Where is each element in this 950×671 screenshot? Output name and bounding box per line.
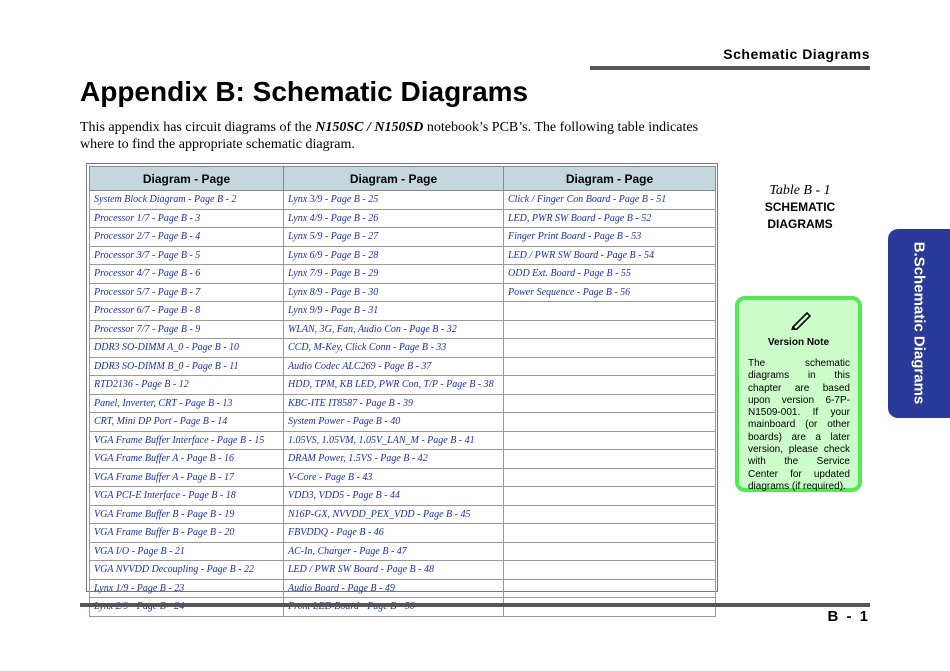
version-note-box [735,296,862,492]
table-row [90,302,716,321]
table-cell[interactable]: KBC-ITE IT8587 - Page B - 39 [284,394,504,413]
table-row [90,431,716,450]
table-row [90,246,716,265]
table-row [90,468,716,487]
running-header: Schematic Diagrams [723,46,870,62]
table-cell [504,320,716,339]
table-cell[interactable]: Processor 3/7 - Page B - 5 [90,246,284,265]
table-row [90,339,716,358]
table-row [90,561,716,580]
table-cell[interactable]: CCD, M-Key, Click Conn - Page B - 33 [284,339,504,358]
table-cell[interactable]: Lynx 9/9 - Page B - 31 [284,302,504,321]
schematic-table-frame [86,163,718,592]
table-header-row [90,167,716,191]
table-cell [504,542,716,561]
column-header: Diagram - Page [284,167,504,191]
table-cell [504,468,716,487]
intro-text-start: This appendix has circuit diagrams of the [80,120,316,135]
table-cell[interactable]: VGA I/O - Page B - 21 [90,542,284,561]
table-cell[interactable]: N16P-GX, NVVDD_PEX_VDD - Page B - 45 [284,505,504,524]
table-cell[interactable]: Processor 1/7 - Page B - 3 [90,209,284,228]
table-cell[interactable]: Lynx 1/9 - Page B - 23 [90,579,284,598]
table-cell [504,561,716,580]
table-cell[interactable]: Lynx 3/9 - Page B - 25 [284,191,504,210]
table-cell[interactable]: VGA Frame Buffer A - Page B - 17 [90,468,284,487]
table-cell[interactable]: LED / PWR SW Board - Page B - 54 [504,246,716,265]
table-cell [504,431,716,450]
table-cell[interactable]: Finger Print Board - Page B - 53 [504,228,716,247]
table-cell[interactable]: Processor 6/7 - Page B - 8 [90,302,284,321]
table-cell[interactable]: Processor 2/7 - Page B - 4 [90,228,284,247]
table-cell [504,579,716,598]
table-row [90,579,716,598]
table-row [90,505,716,524]
table-row [90,228,716,247]
table-cell[interactable]: ODD Ext. Board - Page B - 55 [504,265,716,284]
table-row [90,413,716,432]
table-row [90,320,716,339]
note-text: The schematic diagrams in this chapter are based upon version 6-7P-N1509-001. If your mainboard (or other boards) are a later version, please check with the Service Center for updated diagrams (if required). [748,358,850,492]
table-row [90,283,716,302]
table-cell[interactable]: VGA NVVDD Decoupling - Page B - 22 [90,561,284,580]
pencil-icon [789,310,813,330]
chapter-side-tab[interactable] [888,229,950,418]
table-cell[interactable]: Lynx 6/9 - Page B - 28 [284,246,504,265]
table-cell [504,450,716,469]
table-number: Table B - 1 [769,183,831,198]
table-row [90,394,716,413]
table-cell[interactable]: AC-In, Charger - Page B - 47 [284,542,504,561]
table-cell [504,376,716,395]
product-name: N150SC / N150SD [315,120,424,135]
table-cell[interactable]: DRAM Power, 1.5VS - Page B - 42 [284,450,504,469]
table-cell[interactable]: FBVDDQ - Page B - 46 [284,524,504,543]
table-cell[interactable]: 1.05VS, 1.05VM, 1.05V_LAN_M - Page B - 41 [284,431,504,450]
table-cell[interactable]: Power Sequence - Page B - 56 [504,283,716,302]
table-cell[interactable]: Lynx 5/9 - Page B - 27 [284,228,504,247]
table-row [90,265,716,284]
table-row [90,542,716,561]
table-cell[interactable]: Processor 7/7 - Page B - 9 [90,320,284,339]
table-row [90,524,716,543]
table-cell[interactable]: LED / PWR SW Board - Page B - 48 [284,561,504,580]
table-cell [504,524,716,543]
table-cell[interactable]: VDD3, VDD5 - Page B - 44 [284,487,504,506]
table-row [90,209,716,228]
table-cell[interactable]: VGA Frame Buffer A - Page B - 16 [90,450,284,469]
note-title: Version Note [767,337,830,348]
caption-line: DIAGRAMS [767,217,833,231]
table-cell[interactable]: System Block Diagram - Page B - 2 [90,191,284,210]
table-body [90,191,716,617]
column-header: Diagram - Page [90,167,284,191]
table-cell[interactable]: HDD, TPM, KB LED, PWR Con, T/P - Page B - 38 [284,376,504,395]
table-cell[interactable]: Lynx 7/9 - Page B - 29 [284,265,504,284]
table-cell[interactable]: VGA Frame Buffer B - Page B - 19 [90,505,284,524]
table-row [90,376,716,395]
side-tab-label: B.Schematic Diagrams [910,241,928,405]
table-cell[interactable]: Lynx 8/9 - Page B - 30 [284,283,504,302]
table-cell [504,339,716,358]
footer-rule [80,603,870,607]
table-cell[interactable]: Processor 5/7 - Page B - 7 [90,283,284,302]
table-cell[interactable]: VGA Frame Buffer B - Page B - 20 [90,524,284,543]
page-title: Appendix B: Schematic Diagrams [80,76,529,107]
table-row [90,357,716,376]
table-cell[interactable]: RTD2136 - Page B - 12 [90,376,284,395]
caption-line: SCHEMATIC [764,200,836,214]
table-cell[interactable]: DDR3 SO-DIMM A_0 - Page B - 10 [90,339,284,358]
table-caption [730,183,870,233]
table-cell [504,302,716,321]
column-header: Diagram - Page [504,167,716,191]
intro-text-end: notebook’s PCB’s. The following table indicates where to find the appropriate schematic diagram. [80,120,699,152]
table-cell[interactable]: Panel, Inverter, CRT - Page B - 13 [90,394,284,413]
table-cell [504,394,716,413]
header-rule [590,66,870,70]
table-cell[interactable]: Audio Codec ALC269 - Page B - 37 [284,357,504,376]
table-cell[interactable]: WLAN, 3G, Fan, Audio Con - Page B - 32 [284,320,504,339]
table-cell[interactable]: Lynx 4/9 - Page B - 26 [284,209,504,228]
table-cell[interactable]: VGA PCI-E Interface - Page B - 18 [90,487,284,506]
table-cell[interactable]: V-Core - Page B - 43 [284,468,504,487]
table-cell[interactable]: CRT, Mini DP Port - Page B - 14 [90,413,284,432]
table-cell[interactable]: VGA Frame Buffer Interface - Page B - 15 [90,431,284,450]
table-cell[interactable]: Click / Finger Con Board - Page B - 51 [504,191,716,210]
table-cell [504,357,716,376]
table-row [90,450,716,469]
schematic-table [89,166,716,617]
table-cell[interactable]: LED, PWR SW Board - Page B - 52 [504,209,716,228]
intro-paragraph [80,119,730,153]
table-cell[interactable]: Audio Board - Page B - 49 [284,579,504,598]
table-row [90,191,716,210]
table-cell[interactable]: DDR3 SO-DIMM B_0 - Page B - 11 [90,357,284,376]
table-cell[interactable]: System Power - Page B - 40 [284,413,504,432]
table-row [90,487,716,506]
page-number: B - 1 [827,608,870,625]
table-cell [504,505,716,524]
table-cell [504,487,716,506]
table-cell[interactable]: Processor 4/7 - Page B - 6 [90,265,284,284]
table-cell [504,413,716,432]
